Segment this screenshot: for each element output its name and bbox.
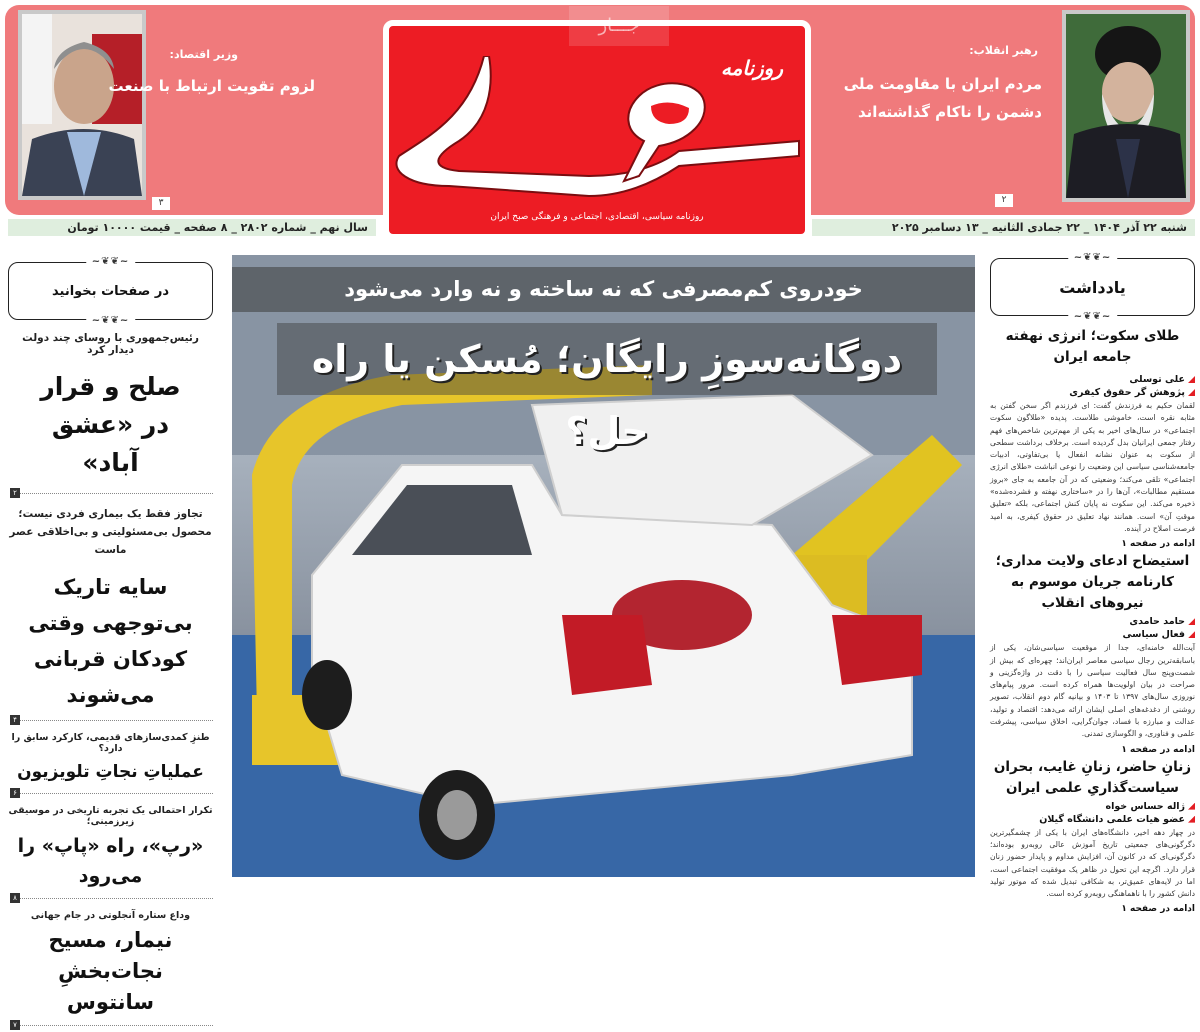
author: علی توسلی [990, 374, 1195, 385]
separator [8, 1020, 213, 1030]
separator [8, 488, 213, 498]
continued-link[interactable]: ادامه در صفحه ۱ [1121, 539, 1195, 550]
page-number: ۸ [10, 893, 20, 903]
right-teaser-headline[interactable] [844, 70, 1042, 126]
author: حامد حامدی [990, 616, 1195, 627]
headline-line: دشمن را ناکام گذاشته‌اند [858, 103, 1042, 121]
article-body: در چهار دهه اخیر، دانشگاه‌های ایران با یکی از چشمگیرترین دگرگونی‌های جمعیتی تاریخ آموزش عالی روبه‌رو بوده‌اند؛ دگرگونی‌ای که در کانون آن، افزایش مداوم و پایدار حضور زنان قرار دارد. اگرچه این تحول در ظاهر یک موفقیت اجتماعی است، اما در لایه‌های عمیق‌تر، به شکافی تبدیل شده که موتور تولید دانش کشور را با ناهماهنگی روبه‌رو کرده است. [990, 827, 1195, 899]
opinion-article[interactable] [990, 757, 1195, 915]
date-line: شنبه ۲۲ آذر ۱۴۰۴ _ ۲۲ جمادی الثانیه _ ۱۳ دسامبر ۲۰۲۵ [812, 219, 1195, 236]
teaser-headline: صلح و قرار در «عشق آباد» [40, 372, 181, 477]
leader-photo [1062, 10, 1190, 202]
main-headline[interactable]: دوگانه‌سوزِ رایگان؛ مُسکن یا راه حل؟ [311, 337, 903, 453]
ornament: ~❦❦~ [86, 315, 136, 326]
article-body: آیت‌الله خامنه‌ای، جدا از موقعیت سیاسی‌شان، یکی از باسابقه‌ترین رجال سیاسی معاصر ایران‌اند؛ چهره‌ای که بیش از شصت‌وپنج سال فعالیت سیاسی را با دقت در واژه‌گزینی و صراحت در بیان اولویت‌ها همراه کرده است. مرور پیام‌های نوروزی سال‌های ۱۳۹۷ تا ۱۴۰۳ و بیانیه گام دوم انقلاب، تصویر روشنی از دغدغه‌های اصلی ایشان ارائه می‌دهد: اقتصاد و تولید، عدالت و مبارزه با فساد، جوان‌گرایی، اخلاق سیاسی، پیشرفت علمی و فناوری، و الگوسازی تمدنی. [990, 643, 1195, 739]
article-headline: زنانِ حاضر، زنانِ غایب، بحران سیاست‌گذاریِ علمی ایران [993, 758, 1192, 796]
logo-prefix: روزنامه [720, 56, 783, 80]
teaser-item[interactable] [8, 805, 213, 903]
continued-link[interactable]: ادامه در صفحه ۱ [1121, 744, 1195, 755]
economy-minister-photo [18, 10, 146, 200]
subhead-band [232, 267, 975, 312]
teaser-headline: عملیاتِ نجاتِ تلویزیون [17, 762, 204, 782]
opinion-article[interactable] [990, 326, 1195, 549]
left-teaser-headline[interactable]: لزوم تقویت ارتباط با صنعت [108, 77, 315, 95]
page-number: ۶ [10, 788, 20, 798]
teaser-kicker: رئیس‌جمهوری با روسای چند دولت دیدار کرد [22, 332, 199, 356]
page-number: ۷ [10, 1020, 20, 1030]
main-story-photo[interactable] [232, 255, 975, 877]
author-role: فعال سیاسی [990, 629, 1195, 640]
teaser-item[interactable] [8, 332, 213, 498]
opinion-column [990, 252, 1195, 915]
in-pages-title: در صفحات بخوانید [52, 283, 169, 299]
watermark: جـــار [569, 6, 669, 46]
issue-info: سال نهم _ شماره ۲۸۰۲ _ ۸ صفحه _ قیمت ۱۰۰۰۰ تومان [8, 219, 376, 236]
in-pages-box [8, 256, 213, 326]
article-body: لقمان حکیم به فرزندش گفت: ای فرزندم اگر سخن گفتن به مثابه نقره است، خاموشی طلاست. پدیده «طلاگون سکوت اجتماعی» در سال‌های اخیر به یکی از مهم‌ترین شاخص‌های فهم رفتار جمعی ایرانیان بدل گردیده است. برخلاف برداشت سطحی از سکوت به عنوان نشانه انفعال یا بی‌تفاوتی، ادبیات جامعه‌شناسی سیاسی این وضعیت را نوعی انباشت «طلای انرژی اجتماعی» تلقی می‌کند؛ وضعیتی که در آن جامعه به جای «بروز مستقیم مطالبات»، آن‌ها را در «ساختاری نهفته و فشرده‌شده» ذخیره می‌کند. این سکوت نه پایان کنش اجتماعی، بلکه «تعلیق موقتِ آن» است. همانند نهاد تعلیق در حقوق کیفری، به امید فرصت اصلاح در آینده. [990, 401, 1195, 533]
article-headline: طلای سکوت؛ انرژی نهفته جامعه ایران [1005, 328, 1180, 365]
teaser-kicker: تجاوز فقط یک بیماری فردی نیست؛ محصول بی‌مسئولیتی و بی‌اخلاقی عصر ماست [9, 508, 212, 556]
ornament: ~❦❦~ [1068, 252, 1118, 263]
left-teaser-page: ۳ [152, 197, 170, 210]
teaser-kicker: طنزِ کمدی‌سازهای قدیمی، کارکرد سابق را دارد؟ [11, 732, 210, 754]
author-role: عضو هیات علمی دانشگاه گیلان [990, 814, 1195, 825]
logo-tagline: روزنامه سیاسی، اقتصادی، اجتماعی و فرهنگی صبح ایران [490, 212, 704, 222]
right-teaser-page: ۲ [995, 194, 1013, 207]
logo-calligraphy [389, 56, 805, 206]
author: ژاله حساس خواه [990, 801, 1195, 812]
article-headline: استیضاح ادعای ولایت مداری؛ کارنامه جریان موسوم به نیروهای انقلاب [995, 553, 1190, 612]
opinion-box [990, 252, 1195, 322]
teaser-headline: نیمار، مسیح نجات‌بخشِ سانتوس [48, 928, 173, 1014]
separator [8, 893, 213, 903]
left-teaser-kicker: وزیر اقتصاد: [169, 48, 238, 61]
ornament: ~❦❦~ [1068, 311, 1118, 322]
continued-link[interactable]: ادامه در صفحه ۱ [1121, 904, 1195, 915]
teaser-headline: «رپ»، راه «پاپ» را می‌رود [17, 835, 204, 887]
page-number: ۴ [10, 715, 20, 725]
author-role: پژوهش گر حقوق کیفری [990, 387, 1195, 398]
main-subhead: خودروی کم‌مصرفی که نه ساخته و نه وارد می‌شود [344, 277, 863, 301]
teaser-item[interactable] [8, 732, 213, 798]
opinion-title: یادداشت [1059, 277, 1126, 297]
ornament: ~❦❦~ [86, 256, 136, 267]
teaser-kicker: تکرار احتمالی یک تجربه تاریخی در موسیقی زیرزمینی؛ [8, 805, 213, 827]
teaser-item[interactable] [8, 505, 213, 725]
headline-band [277, 323, 937, 453]
separator [8, 788, 213, 798]
teaser-item[interactable] [8, 910, 213, 1030]
teaser-kicker: وداع ستاره آنجلوتی در جام جهانی [30, 910, 191, 921]
page-number: ۲ [10, 488, 20, 498]
separator [8, 715, 213, 725]
teaser-headline: سایه تاریک بی‌توجهی وقتی کودکان قربانی می‌شوند [28, 575, 193, 707]
newspaper-logo[interactable] [383, 15, 811, 240]
headline-line: مردم ایران با مقاومت ملی [843, 75, 1042, 93]
right-teaser-kicker: رهبر انقلاب: [969, 44, 1038, 57]
opinion-article[interactable] [990, 551, 1195, 754]
in-pages-column [8, 256, 213, 1032]
